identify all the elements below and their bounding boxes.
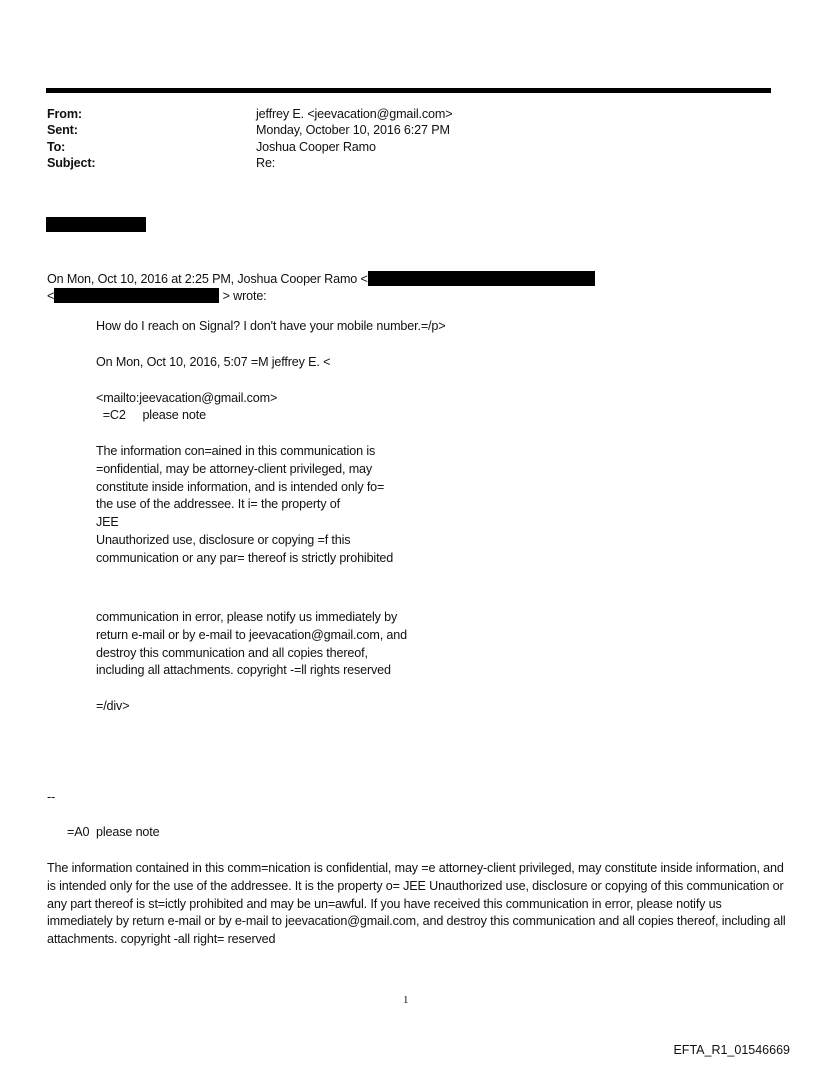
reply-attribution-line1-row	[47, 271, 595, 288]
document-id: EFTA_R1_01546669	[673, 1043, 790, 1057]
sent-label: Sent:	[47, 123, 78, 138]
reply-attribution-line2-end: > wrote:	[219, 289, 267, 303]
disclaimer-line: the use of the addressee. It i= the property of	[96, 497, 340, 512]
from-value: jeffrey E. <jeevacation@gmail.com>	[256, 107, 453, 121]
to-label: To:	[47, 139, 66, 154]
disclaimer-line: constitute inside information, and is intended only fo=	[96, 479, 385, 494]
redaction-block	[368, 271, 595, 286]
disclaimer-line: return e-mail or by e-mail to jeevacation@gmail.com, and	[96, 627, 407, 642]
signature-disclaimer: The information contained in this comm=nication is confidential, may =e attorney-client privileged, may constitute inside information, and is intended only for the use of the addressee. It is the property o= JEE Unauthorized use, disclosure or copying of this communication or any part thereof is st=ictly prohibited and may be un=awful. If you have received this communication in error, please notify us immediately by return e-mail or by e-mail to jeevacation@gmail.com, and destroy this communication and all copies thereof, including all attachments. copyright -all right= reserved	[47, 861, 786, 947]
subject-value: Re:	[256, 155, 276, 170]
disclaimer-line: Unauthorized use, disclosure or copying =f this	[96, 532, 351, 547]
quoted-question: How do I reach on Signal? I don't have your mobile number.=/p>	[96, 319, 446, 333]
from-label: From:	[47, 107, 82, 121]
quoted-note: =C2 please note	[96, 408, 206, 422]
subject-label: Subject:	[47, 155, 96, 170]
disclaimer-line: JEE	[96, 515, 119, 530]
redaction-block	[46, 217, 146, 232]
header-rule	[46, 88, 771, 93]
quoted-disclaimer-1	[96, 443, 393, 568]
quoted-div-close: =/div>	[96, 699, 130, 713]
sent-value: Monday, October 10, 2016 6:27 PM	[256, 123, 450, 138]
disclaimer-line: =onfidential, may be attorney-client privileged, may	[96, 461, 373, 476]
quoted-mailto: <mailto:jeevacation@gmail.com>	[96, 391, 278, 405]
redaction-block	[54, 288, 219, 303]
to-value: Joshua Cooper Ramo	[256, 139, 376, 154]
sent-row	[47, 122, 452, 138]
disclaimer-line: communication or any par= thereof is strictly prohibited	[96, 550, 394, 565]
signature-note: =A0 please note	[67, 825, 160, 839]
disclaimer-line: The information con=ained in this communication is	[96, 444, 376, 458]
quoted-attribution: On Mon, Oct 10, 2016, 5:07 =M jeffrey E. <	[96, 355, 331, 369]
from-row	[47, 106, 452, 122]
signature-separator: --	[47, 790, 56, 804]
email-header	[47, 106, 452, 171]
disclaimer-line: communication in error, please notify us immediately by	[96, 610, 398, 624]
to-row	[47, 139, 452, 155]
disclaimer-line: destroy this communication and all copies thereof,	[96, 645, 368, 660]
reply-attribution-line2-start: <	[47, 289, 55, 303]
reply-attribution-line1: On Mon, Oct 10, 2016 at 2:25 PM, Joshua Cooper Ramo <	[47, 272, 368, 286]
disclaimer-line: including all attachments. copyright -=ll rights reserved	[96, 663, 391, 678]
quoted-disclaimer-2	[96, 609, 407, 680]
reply-attribution-line2-row	[47, 288, 267, 305]
page-number: 1	[403, 994, 409, 1006]
subject-row	[47, 155, 452, 171]
